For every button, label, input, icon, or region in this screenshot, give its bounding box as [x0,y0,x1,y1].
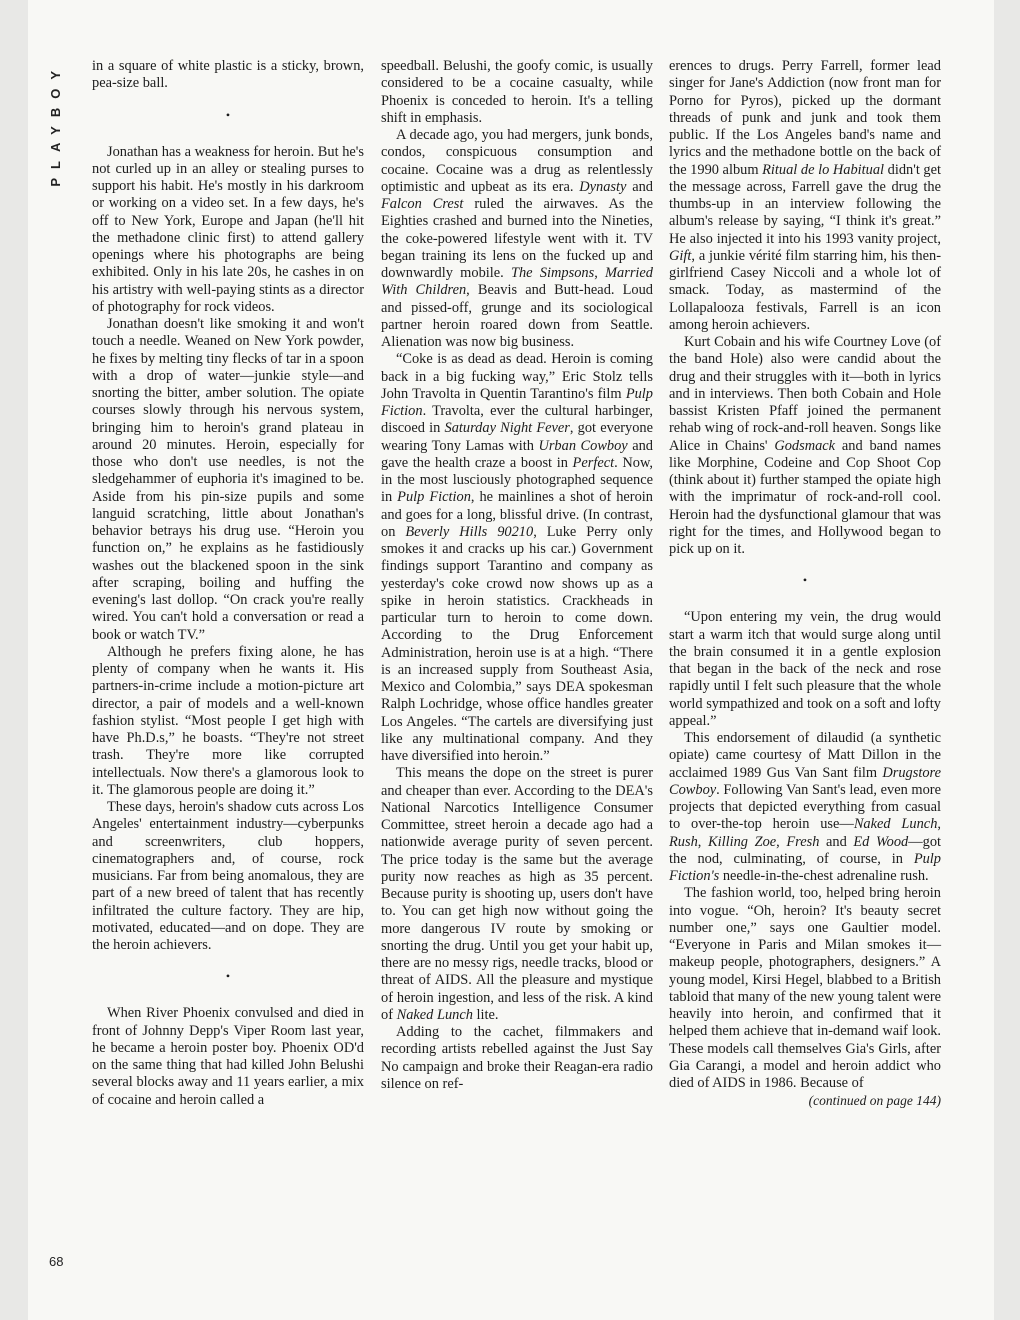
article-paragraph: Kurt Cobain and his wife Courtney Love (of the band Hole) also were candid about the drug and their struggles with it—both in lyrics and in interviews. Then both Cobain and Hole bassist Kristen Pfaff joined the permanent rehab wing of rock-and-roll heaven. Songs like Alice in Chains' Godsmack and band names like Morphine, Codeine and Cop Shoot Cop (think about it) further stamped the opiate high with the imprimatur of rock-and-roll cool. Heroin had the dysfunctional glamour that was right for the times, and Hollywood began to pick up on it. [669,334,941,557]
section-break-bullet: • [802,573,808,588]
article-paragraph: “Upon entering my vein, the drug would start a warm itch that would surge along until the brain consumed it in a gentle explosion that began in the back of the neck and rose rapidly until I felt such pleasure that the whole world sympathized and took on a soft and lofty appeal.” [669,609,941,729]
article-paragraph: This means the dope on the street is purer and cheaper than ever. According to the DEA's National Narcotics Intelligence Consumer Committee, street heroin a decade ago had a nationwide average purity of seven percent. The price today is the same but the average purity now reaches as high as 35 percent. Because purity is shooting up, users don't have to. You can get high now without going the more dangerous IV route by smoking or snorting the drug. Until you get your habit up, there are no messy rigs, needle tracks, blood or threat of AIDS. All the pleasure and mystique of heroin ingestion, and less of the risk. A kind of Naked Lunch lite. [381,765,653,1023]
article-paragraph: The fashion world, too, helped bring heroin into vogue. “Oh, heroin? It's beauty secret number one,” says one Gaultier model. “Everyone in Paris and Milan smokes it—makeup people, photographers, designers.” A young model, Kirsi Hegel, blabbed to a British tabloid that many of the new young talent were heavily into heroin, and confirmed that it helped them achieve that in-demand waif look. These models call themselves Gia's Girls, after Gia Carangi, a model and heroin addict who died of AIDS in 1986. Because of [669,885,941,1091]
article-paragraph: A decade ago, you had mergers, junk bonds, condos, conspicuous consumption and cocaine. Cocaine was a drug as relentlessly optimistic and upbeat as its era. Dynasty and Falcon Crest ruled the airwaves. As the Eighties crashed and burned into the Nineties, the coke-powered lifestyle went with it. TV began training its lens on the fucked up and downwardly mobile. The Simpsons, Married With Children, Beavis and Butt-head. Loud and pissed-off, grunge and its sociological partner heroin roared down from Seattle. Alienation was now big business. [381,127,654,350]
page-number: 68 [49,1254,64,1269]
section-break-bullet: • [225,107,231,122]
article-paragraph: “Coke is as dead as dead. Heroin is coming back in a big fucking way,” Eric Stolz tells John Travolta in Quentin Tarantino's film Pulp Fiction. Travolta, ever the cultural harbinger, discoed in Saturday Night Fever, got everyone wearing Tony Lamas with Urban Cowboy and gave the health craze a boost in Perfect. Now, in the most lusciously photographed sequence in Pulp Fiction, he mainlines a shot of heroin and goes for a long, blissful drive. (In contrast, on Beverly Hills 90210, Luke Perry only smokes it and cracks up his car.) Government findings support Tarantino and company as yesterday's coke crowd now shows up as a spike in heroin statistics. Crackheads in particular turn to heroin to come down. According to the Drug Enforcement Administration, heroin use is at a high. “There is an increased supply from Southeast Asia, Mexico and Colombia,” says DEA spokesman Ralph Lochridge, whose office handles greater Los Angeles. “The cartels are diversifying just like any multinational company. And they have diversified into heroin.” [381,351,653,764]
article-paragraph: Although he prefers fixing alone, he has plenty of company when he wants it. His partners-in-crime include a motion-picture art director, a pair of models and a well-known fashion stylist. “Most people I get high with have Ph.D.s,” he boasts. “They're not street trash. They're more like corrupted intellectuals. Now there's a glamorous look to it. The glamorous people are doing it.” [92,643,364,798]
section-break-bullet: • [225,969,231,984]
article-paragraph: When River Phoenix convulsed and died in front of Johnny Depp's Viper Room last year, he became a heroin poster boy. Phoenix OD'd on the same thing that had killed John Belushi several blocks away and 11 years earlier, a mix of cocaine and heroin called a [92,1005,364,1108]
text-column-3 [669,58,941,1110]
article-paragraph: This endorsement of dilaudid (a synthetic opiate) came courtesy of Matt Dillon in the acclaimed 1989 Gus Van Sant film Drugstore Cowboy. Following Van Sant's lead, even more projects that depicted everything from casual to over-the-top heroin use—Naked Lunch, Rush, Killing Zoe, Fresh and Ed Wood—got the nod, culminating, of course, in Pulp Fiction's needle-in-the-chest adrenaline rush. [669,730,942,884]
article-paragraph: Jonathan has a weakness for heroin. But he's not curled up in an alley or stealing purses to support his habit. He's mostly in his darkroom or working on a video set. In a few days, he's off to New York, Europe and Japan (he'll hit the methadone clinic first) to attend gallery openings where his photographs are being exhibited. Only in his late 20s, he cashes in on his artistry with well-paying stints as a director of photography for rock videos. [92,143,364,315]
article-paragraph: in a square of white plastic is a sticky, brown, pea-size ball. [92,58,364,92]
magazine-running-head: PLAYBOY [48,62,63,187]
continued-jump-line: (continued on page 144) [808,1093,941,1109]
text-column-2 [381,58,653,1093]
article-paragraph: Adding to the cachet, filmmakers and recording artists rebelled against the Just Say No campaign and broke their Reagan-era radio silence on ref- [381,1024,653,1092]
article-paragraph: Jonathan doesn't like smoking it and won't touch a needle. Weaned on New York powder, he fixes by melting tiny flecks of tar in a spoon with a drop of water—junkie style—and snorting the bitter, amber solution. The opiate courses slowly through his nervous system, bringing him to heroin's grand plateau in around 20 minutes. Heroin, especially for those who don't use needles, is not the sledgehammer of euphoria it's imagined to be. Aside from his pin-size pupils and some languid scratching, little about Jonathan's behavior betrays his drug use. “Heroin you function on,” he explains as he fastidiously washes out the blackened spoon in the sink after scraping, boiling and huffing the evening's last dollop. “On crack you're really wired. You can't hold a conversation or read a book or watch TV.” [92,316,364,643]
article-paragraph: erences to drugs. Perry Farrell, former lead singer for Jane's Addiction (now front man for Porno for Pyros), picked up the dormant threads of punk and junk and took them public. If the Los Angeles band's name and lyrics and the methadone bottle on the back of the 1990 album Ritual de lo Habitual didn't get the message across, Farrell gave the drug the thumbs-up in an interview following the album's release by saying, “I think it's great.” He also injected it into his 1993 vanity project, Gift, a junkie vérité film starring him, his then-girlfriend Casey Niccoli and a whole lot of smack. Today, as mastermind of the Lollapalooza festivals, Farrell is an icon among heroin achievers. [669,58,941,333]
text-column-1 [92,58,364,1109]
article-paragraph: These days, heroin's shadow cuts across Los Angeles' entertainment industry—cyberpunks and screenwriters, club hoppers, cinematographers and, of course, rock musicians. Far from being anomalous, they are part of a new breed of talent that has recently infiltrated the culture factory. They are hip, motivated, educated—and on dope. They are the heroin achievers. [92,799,364,953]
article-paragraph: speedball. Belushi, the goofy comic, is usually considered to be a cocaine casualty, while Phoenix is conceded to heroin. It's a telling shift in emphasis. [381,58,653,126]
